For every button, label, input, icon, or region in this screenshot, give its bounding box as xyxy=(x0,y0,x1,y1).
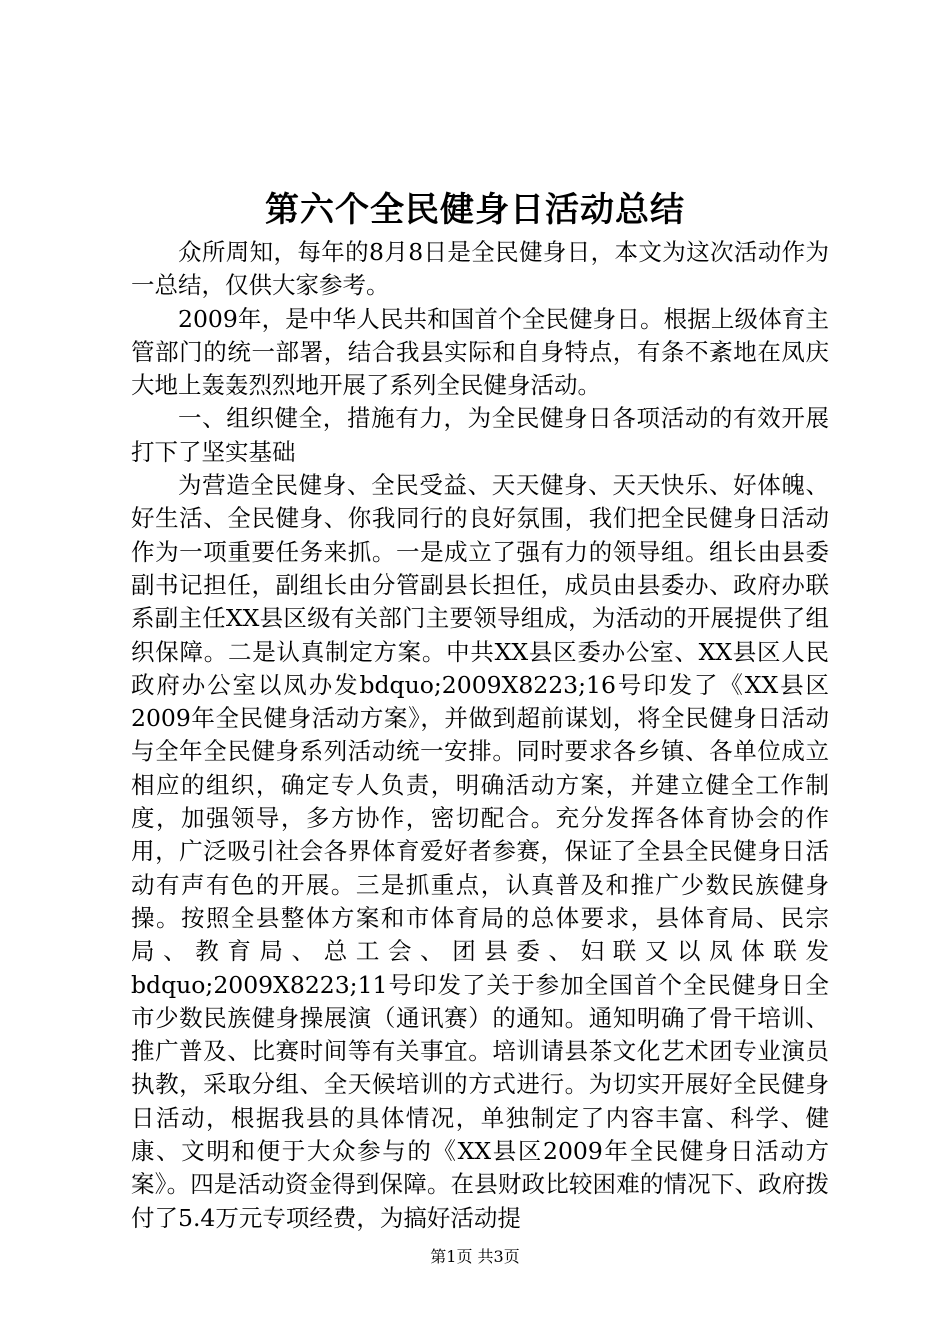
document-body xyxy=(131,236,829,1235)
paragraph-intro: 众所周知，每年的8月8日是全民健身日，本文为这次活动作为一总结，仅供大家参考。 xyxy=(131,238,829,300)
page-number-footer: 第1页 共3页 xyxy=(430,1247,520,1266)
document-title: 第六个全民健身日活动总结 xyxy=(265,190,685,230)
paragraph-background: 2009年，是中华人民共和国首个全民健身日。根据上级体育主管部门的统一部署，结合我县实际和自身特点，有条不紊地在凤庆大地上轰轰烈烈地开展了系列全民健身活动。 xyxy=(131,304,829,400)
section-heading-1: 一、组织健全，措施有力，为全民健身日各项活动的有效开展打下了坚实基础 xyxy=(131,404,829,466)
paragraph-section-1: 为营造全民健身、全民受益、天天健身、天天快乐、好体魄、好生活、全民健身、你我同行的良好氛围，我们把全民健身日活动作为一项重要任务来抓。一是成立了强有力的领导组。组长由县委副书记担任，副组长由分管副县长担任，成员由县委办、政府办联系副主任XX县区级有关部门主要领导组成，为活动的开展提供了组织保障。二是认真制定方案。中共XX县区委办公室、XX县区人民政府办公室以凤办发bdquo;2009X8223;16号印发了《XX县区2009年全民健身活动方案》，并做到超前谋划，将全民健身日活动与全年全民健身系列活动统一安排。同时要求各乡镇、各单位成立相应的组织，确定专人负责，明确活动方案，并建立健全工作制度，加强领导，多方协作，密切配合。充分发挥各体育协会的作用，广泛吸引社会各界体育爱好者参赛，保证了全县全民健身日活动有声有色的开展。三是抓重点，认真普及和推广少数民族健身操。按照全县整体方案和市体育局的总体要求，县体育局、民宗局、教育局、总工会、团县委、妇联又以凤体联发bdquo;2009X8223;11号印发了关于参加全国首个全民健身日全市少数民族健身操展演（通讯赛）的通知。通知明确了骨干培训、推广普及、比赛时间等有关事宜。培训请县茶文化艺术团专业演员执教，采取分组、全天候培训的方式进行。为切实开展好全民健身日活动，根据我县的具体情况，单独制定了内容丰富、科学、健康、文明和便于大众参与的《XX县区2009年全民健身日活动方案》。四是活动资金得到保障。在县财政比较困难的情况下、政府拨付了5.4万元专项经费，为搞好活动提 xyxy=(131,471,829,1232)
